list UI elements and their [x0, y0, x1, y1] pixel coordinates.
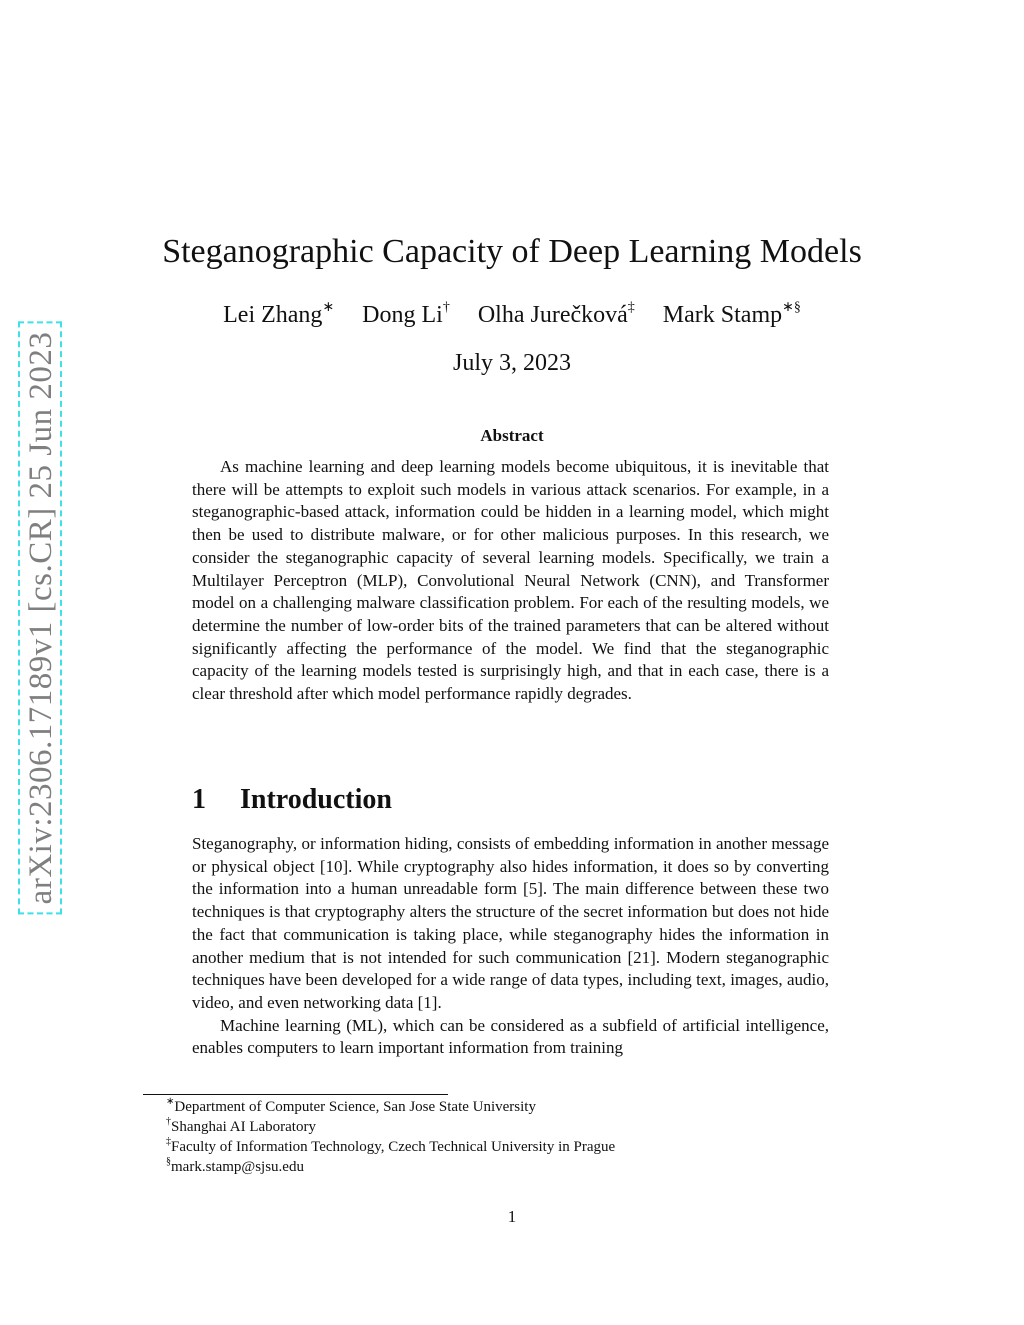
author-list [0, 298, 1024, 332]
author-name: Lei Zhang [223, 302, 323, 328]
section-number: 1 [192, 784, 206, 815]
author-name: Olha Jurečková [477, 302, 628, 328]
page-number: 1 [507, 1207, 517, 1226]
footnote-item [166, 1157, 846, 1177]
introduction-body [192, 833, 829, 1060]
author-name: Mark Stamp [662, 302, 783, 328]
footnote-mark: † [166, 1116, 171, 1127]
paragraph: Machine learning (ML), which can be considered as a subfield of artificial intelligence, enables computers to learn important information from training [192, 1015, 829, 1058]
author-name: Dong Li [362, 302, 443, 328]
author-affiliation-mark: ‡ [627, 300, 635, 315]
footnote-item [166, 1097, 846, 1117]
author-affiliation-mark: † [442, 300, 450, 315]
footnote-item [166, 1137, 846, 1157]
paper-title: Steganographic Capacity of Deep Learning Models [162, 233, 862, 270]
author-affiliation-mark: ∗§ [782, 300, 801, 315]
footnote-mark: ‡ [166, 1136, 171, 1147]
footnote-text: Shanghai AI Laboratory [171, 1119, 316, 1135]
author-olha-jureckova [478, 298, 635, 332]
footnote-text: Department of Computer Science, San Jose State University [174, 1099, 536, 1115]
author-mark-stamp [663, 298, 801, 332]
abstract-heading: Abstract [480, 426, 544, 445]
arxiv-identifier-stamp: arXiv:2306.17189v1 [cs.CR] 25 Jun 2023 [18, 322, 62, 915]
footnote-mark: § [166, 1156, 171, 1167]
section-title: Introduction [240, 784, 392, 815]
footnotes [166, 1097, 846, 1177]
footnote-text: Faculty of Information Technology, Czech Technical University in Prague [171, 1139, 616, 1155]
section-heading-introduction [192, 782, 392, 818]
publication-date: July 3, 2023 [452, 350, 571, 376]
footnote-text: mark.stamp@sjsu.edu [171, 1159, 304, 1175]
footnote-mark: ∗ [166, 1096, 175, 1107]
author-dong-li [362, 298, 450, 332]
author-lei-zhang [223, 298, 334, 332]
footnote-item [166, 1117, 846, 1137]
abstract-text: As machine learning and deep learning models become ubiquitous, it is inevitable that there will be attempts to exploit such models in various attack scenarios. For example, in a steganographic-based attack, information could be hidden in a learning model, which might then be used to distribute malware, or for other malicious purposes. In this research, we consider the steganographic capacity of several learning models. Specifically, we train a Multilayer Perceptron (MLP), Convolutional Neural Network (CNN), and Transformer model on a challenging malware classification problem. For each of the resulting models, we determine the number of low-order bits of the trained parameters that can be altered without significantly affecting the performance of the model. We find that the steganographic capacity of the learning models tested is surprisingly high, and that in each case, there is a clear threshold after which model performance rapidly degrades. [192, 457, 829, 704]
author-affiliation-mark: ∗ [322, 300, 335, 315]
footnote-divider [143, 1094, 448, 1095]
paragraph: Steganography, or information hiding, consists of embedding information in another message or physical object [10]. While cryptography also hides information, it does so by converting the information into a human unreadable form [5]. The main difference between these two techniques is that cryptography alters the structure of the secret information but does not hide the fact that communication is taking place, while steganography hides the information in another medium that is not intended for such communication [21]. Modern steganographic techniques have been developed for a wide range of data types, including text, images, audio, video, and even networking data [1]. [192, 834, 829, 1012]
